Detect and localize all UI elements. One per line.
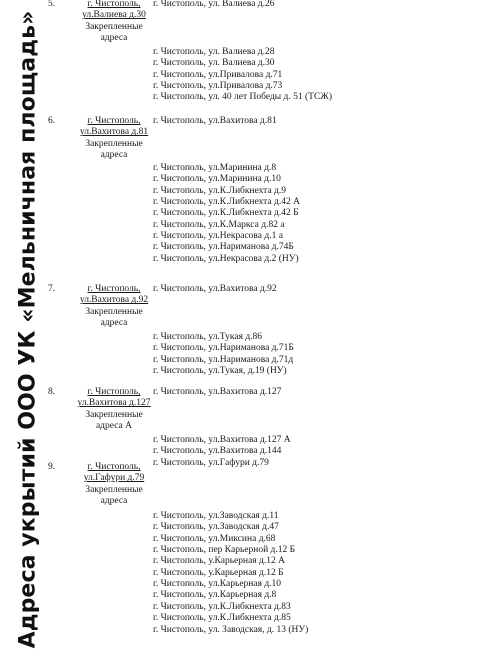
attached-address: г. Чистополь, ул. Валиева д.30	[153, 58, 275, 69]
attached-address: г. Чистополь, ул.Привалова д.73	[153, 81, 283, 92]
object-city: г. Чистополь,	[87, 462, 141, 472]
object-city: г. Чистополь,	[87, 284, 141, 294]
object-note: Закрепленные	[85, 409, 143, 420]
attached-address: г. Чистополь, ул. Заводская, д. 13 (НУ)	[153, 624, 309, 635]
object-street: ул.Вахитова д.81	[79, 127, 149, 138]
attached-address: г. Чистополь, ул.Нариманова д.71д	[153, 354, 294, 365]
row-number: 6.	[48, 116, 56, 126]
object-note: Закрепленные	[85, 306, 143, 317]
attached-address: г. Чистополь, ул.К.Либкнехта д.9	[153, 185, 286, 196]
row-number: 5.	[48, 0, 56, 9]
attached-address: г. Чистополь, ул.Вахитова д.144	[153, 446, 282, 457]
attached-address: г. Чистополь, ул.Нариманова д.71Б	[153, 343, 294, 354]
object-note: Закрепленные	[85, 138, 143, 149]
attached-address: г. Чистополь, ул.К.Либкнехта д.83	[153, 601, 291, 612]
attached-address: г. Чистополь, ул.Гафури д.79	[153, 457, 269, 468]
object-note: адреса	[100, 496, 128, 507]
attached-address: г. Чистополь, ул. 40 лет Победы д. 51 (ТСЖ)	[153, 92, 332, 103]
attached-address: г. Чистополь, ул.Маринина д.10	[153, 174, 281, 185]
object-note: адреса А	[95, 421, 133, 432]
main-address: г. Чистополь, ул.Вахитова д.92	[153, 284, 277, 294]
attached-address: г. Чистополь, ул.Карьерная д.8	[153, 590, 277, 601]
attached-address: г. Чистополь, ул.Миксина д.68	[153, 533, 276, 544]
attached-address: г. Чистополь, ул.Карьерная д.10	[153, 579, 282, 590]
attached-address: г. Чистополь, ул.К.Маркса д.82 а	[153, 219, 285, 230]
attached-address: г. Чистополь, ул.Вахитова д.127 А	[153, 435, 291, 445]
main-address: г. Чистополь, ул. Валиева д.26	[153, 0, 275, 9]
attached-address: г. Чистополь, ул.Заводская д.47	[153, 522, 279, 533]
object-note: адреса	[100, 33, 128, 44]
row-number: 9.	[48, 462, 56, 472]
attached-address: г. Чистополь, ул.Привалова д.71	[153, 69, 283, 80]
attached-address: г. Чистополь, у.Карьерная д.12 А	[153, 556, 285, 567]
attached-address: г. Чистополь, ул.Заводская д.11	[153, 511, 279, 521]
object-note: Закрепленные	[85, 21, 143, 32]
attached-address: г. Чистополь, пер Карьерной д.12 Б	[153, 545, 296, 556]
attached-address: г. Чистополь, ул.Некрасова д.2 (НУ)	[153, 253, 299, 264]
attached-address: г. Чистополь, ул. Валиева д.28	[153, 47, 275, 57]
attached-address: г. Чистополь, ул.Тукая, д.19 (НУ)	[153, 366, 287, 377]
side-title-text: Адреса укрытий ООО УК «Мельничная площадь»	[15, 10, 41, 648]
main-address: г. Чистополь, ул.Вахитова д.81	[153, 116, 277, 126]
object-street: ул.Валиева д.30	[82, 10, 146, 21]
object-city: г. Чистополь,	[87, 0, 141, 9]
object-note: адреса	[100, 318, 128, 329]
object-city: г. Чистополь,	[87, 116, 141, 126]
object-note: Закрепленные	[85, 484, 143, 495]
attached-address: г. Чистополь, ул.К.Либкнехта д.85	[153, 613, 291, 624]
attached-address: г. Чистополь, ул.Маринина д.8	[153, 163, 277, 173]
attached-address: г. Чистополь, ул.Тукая д.86	[153, 332, 263, 342]
attached-address: г. Чистополь, у.Карьерная д.12 Б	[153, 567, 284, 578]
object-street: ул.Вахитова д.92	[79, 295, 149, 306]
row-number: 8.	[48, 387, 56, 397]
attached-address: г. Чистополь, ул.К.Либкнехта д.42 Б	[153, 208, 299, 219]
row-number: 7.	[48, 284, 56, 294]
object-street: ул.Гафури д.79	[83, 473, 145, 484]
main-address: г. Чистополь, ул.Вахитова д.127	[153, 387, 282, 397]
attached-address: г. Чистополь, ул.Некрасова д.1 а	[153, 231, 283, 242]
object-street: ул.Вахитова д.127	[77, 398, 151, 409]
object-city: г. Чистополь,	[87, 387, 141, 397]
attached-address: г. Чистополь, ул.Нариманова д.74Б	[153, 242, 294, 253]
attached-address: г. Чистополь, ул.К.Либкнехта д.42 А	[153, 197, 300, 208]
object-note: адреса	[100, 150, 128, 161]
